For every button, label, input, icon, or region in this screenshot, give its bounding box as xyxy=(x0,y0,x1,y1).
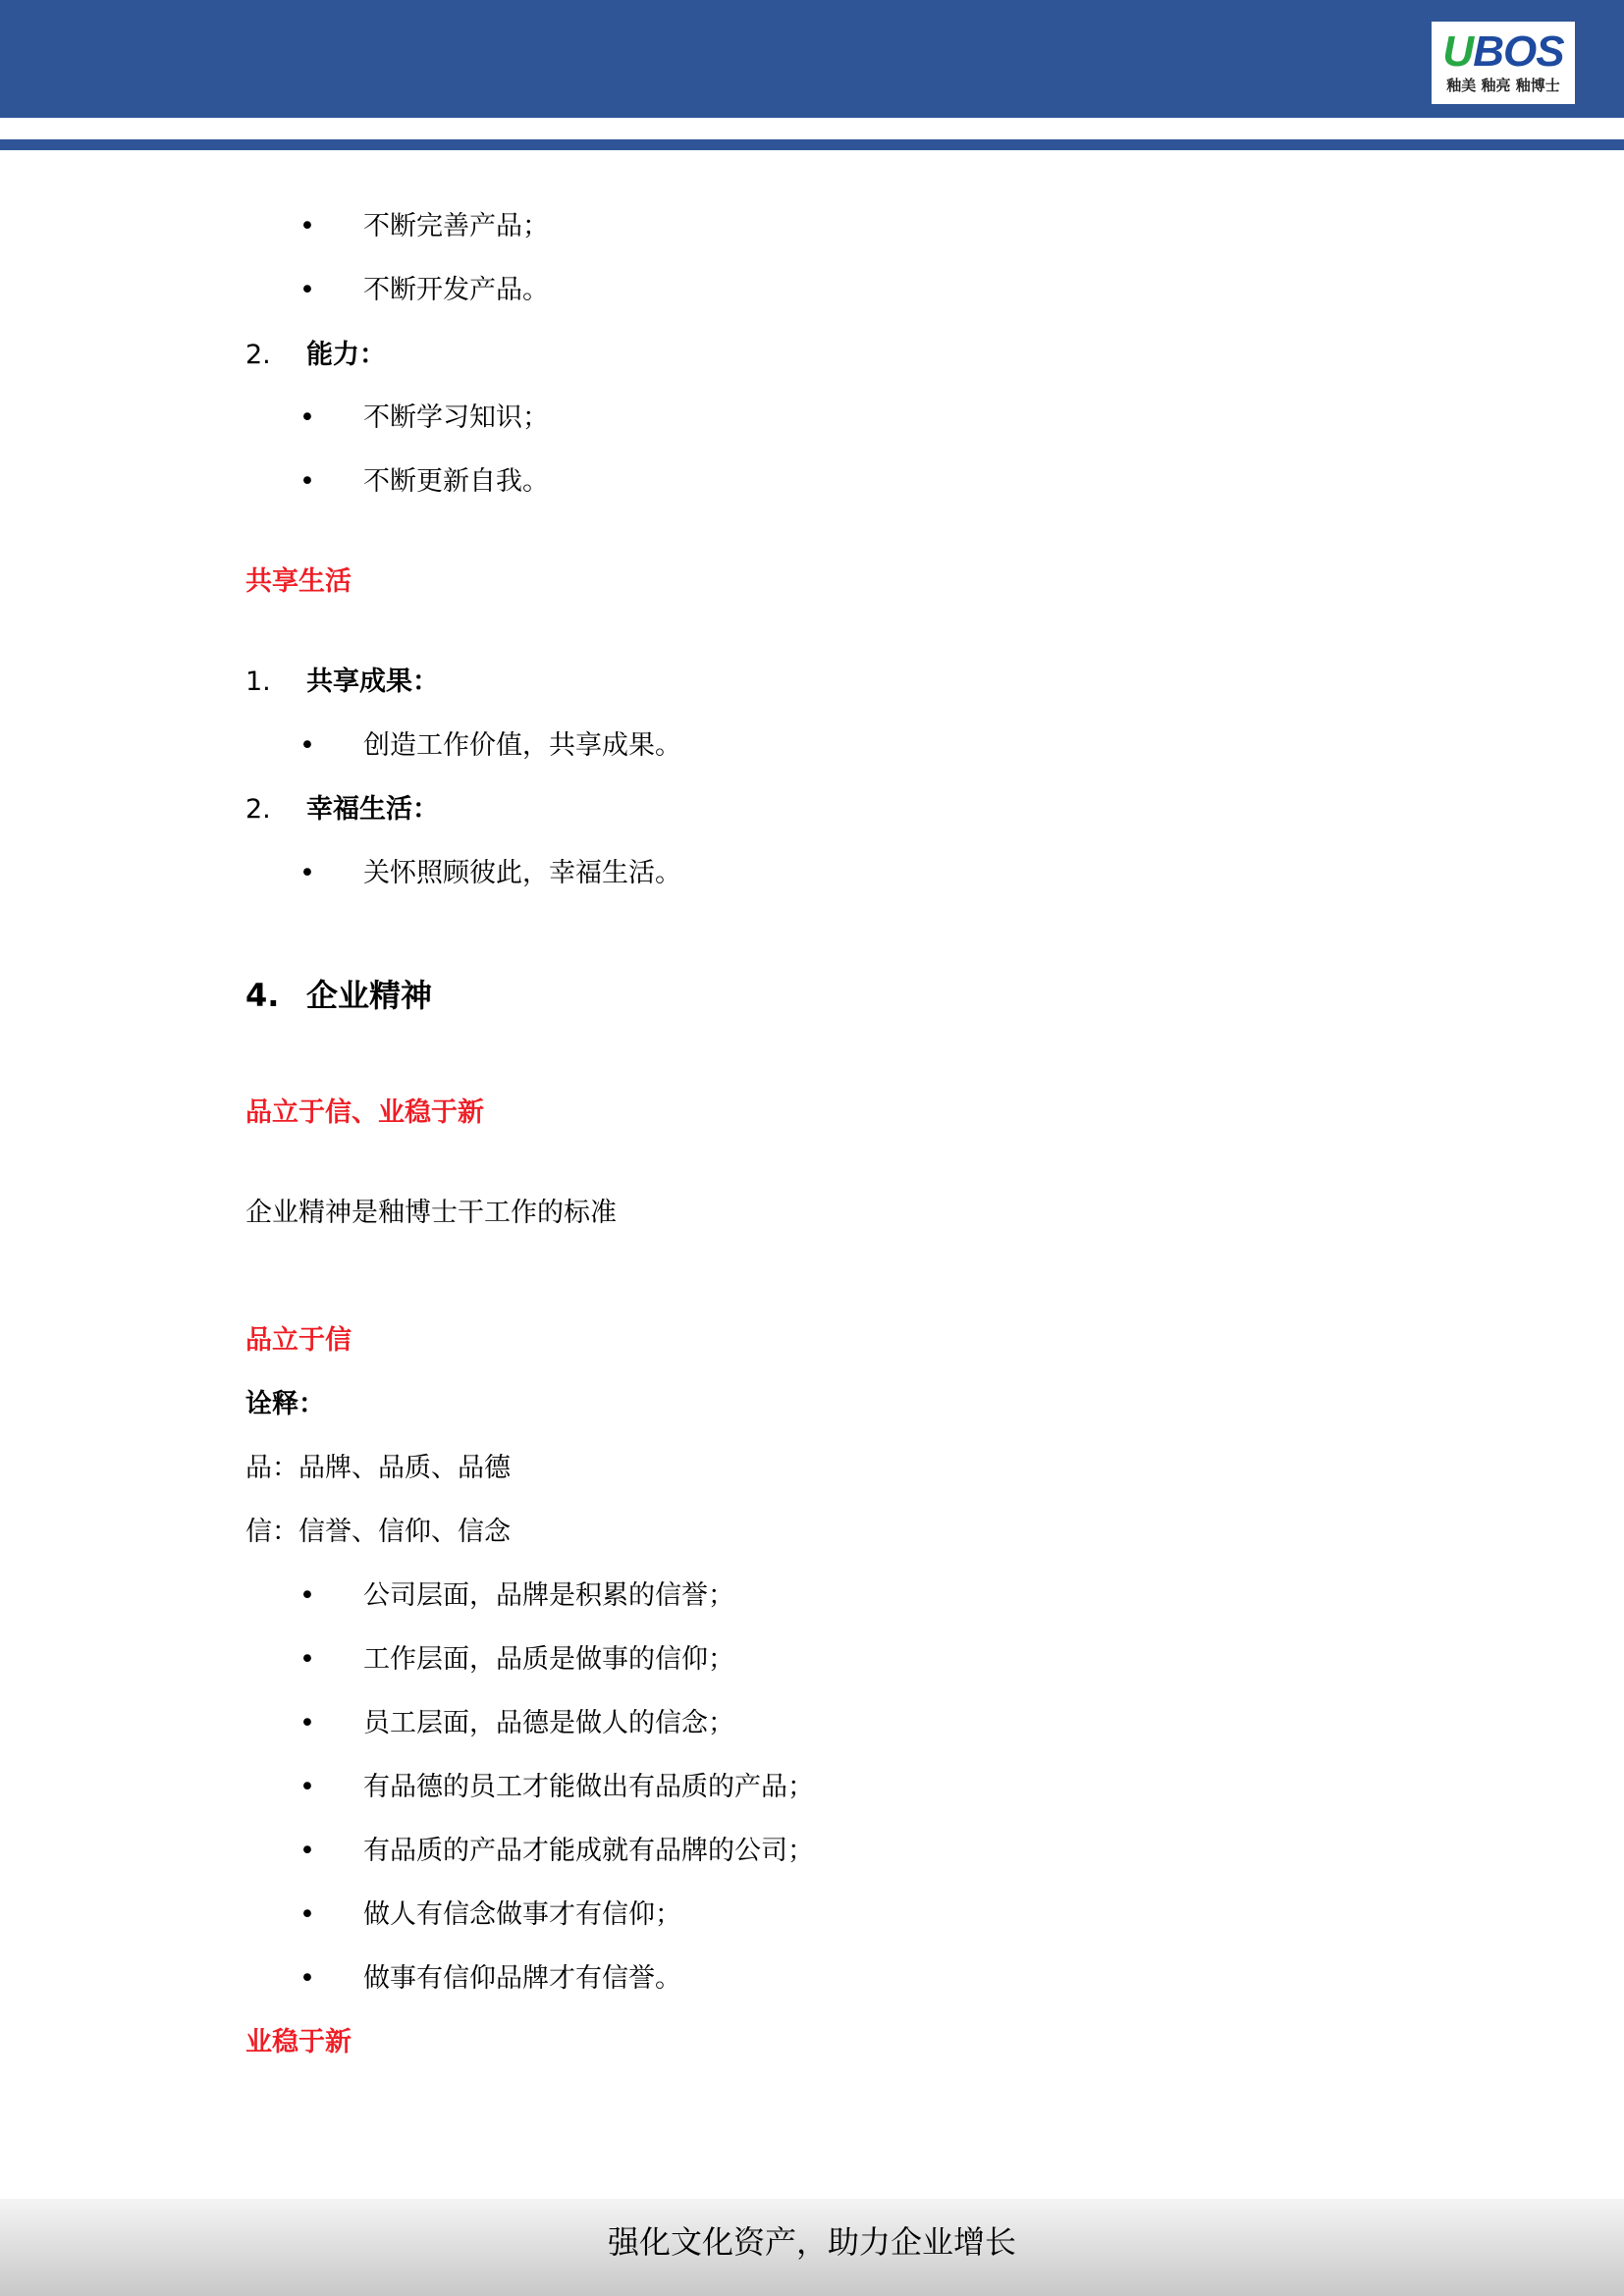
footer-band xyxy=(0,2199,1624,2296)
list-item: 有品德的员工才能做出有品质的产品； xyxy=(363,1772,814,1802)
logo-subtitle: 釉美 釉亮 釉博士 xyxy=(1446,77,1560,94)
bullet-dot: • xyxy=(299,402,315,433)
bullet-dot: • xyxy=(299,1644,315,1675)
bullet-dot: • xyxy=(299,466,315,497)
section-title: 企业精神 xyxy=(306,977,433,1014)
share-heading: 共享生活 xyxy=(245,566,352,597)
list-item: 做人有信念做事才有信仰； xyxy=(363,1899,681,1930)
bullet-dot: • xyxy=(299,858,315,888)
yewenxin-heading: 业稳于新 xyxy=(245,2027,352,2057)
bullet-dot: • xyxy=(299,275,315,305)
bullet-dot: • xyxy=(299,730,315,761)
bullet-dot: • xyxy=(299,1708,315,1738)
list-label: 能力： xyxy=(306,340,386,370)
list-item: 不断开发产品。 xyxy=(363,275,549,305)
list-item: 关怀照顾彼此，幸福生活。 xyxy=(363,858,681,888)
section-number: 4. xyxy=(245,977,280,1014)
bullet-dot: • xyxy=(299,1899,315,1930)
bullet-dot: • xyxy=(299,1963,315,1994)
bullet-dot: • xyxy=(299,211,315,241)
bullet-dot: • xyxy=(299,1836,315,1866)
spirit-heading: 品立于信、业稳于新 xyxy=(245,1097,484,1128)
list-item: 做事有信仰品牌才有信誉。 xyxy=(363,1963,681,1994)
list-item: 工作层面，品质是做事的信仰； xyxy=(363,1644,734,1675)
list-item: 有品质的产品才能成就有品牌的公司； xyxy=(363,1836,814,1866)
list-item: 公司层面，品牌是积累的信誉； xyxy=(363,1580,734,1611)
list-label: 幸福生活： xyxy=(306,794,439,825)
footer-slogan: 强化文化资产，助力企业增长 xyxy=(607,2223,1016,2261)
list-item: 不断完善产品； xyxy=(363,211,549,241)
logo-u: U xyxy=(1442,27,1474,76)
list-number: 1. xyxy=(245,667,271,697)
list-item: 不断更新自我。 xyxy=(363,466,549,497)
list-label: 共享成果： xyxy=(306,667,439,697)
bullet-dot: • xyxy=(299,1580,315,1611)
pinlixin-heading: 品立于信 xyxy=(245,1325,352,1356)
list-item: 员工层面，品德是做人的信念； xyxy=(363,1708,734,1738)
interpret-label: 诠释： xyxy=(245,1389,325,1419)
logo-bos: BOS xyxy=(1473,27,1564,76)
list-item: 创造工作价值，共享成果。 xyxy=(363,730,681,761)
list-item: 不断学习知识； xyxy=(363,402,549,433)
spirit-description: 企业精神是釉博士干工作的标准 xyxy=(245,1198,617,1228)
bullet-dot: • xyxy=(299,1772,315,1802)
pin-definition: 品：品牌、品质、品德 xyxy=(245,1453,511,1483)
list-number: 2. xyxy=(245,340,271,370)
list-number: 2. xyxy=(245,794,271,825)
xin-definition: 信：信誉、信仰、信念 xyxy=(245,1517,511,1547)
